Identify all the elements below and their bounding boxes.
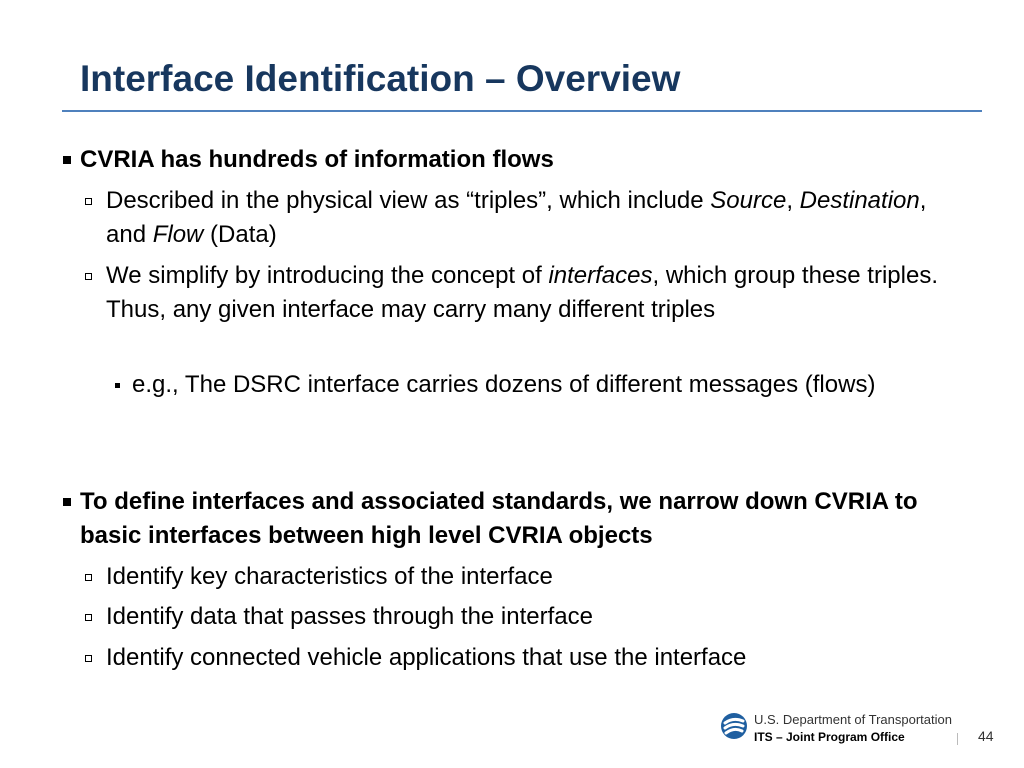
bullet-text: Identify connected vehicle applications that use the interface [106, 644, 747, 671]
bullet-item [106, 641, 951, 675]
bullet-item [106, 600, 951, 634]
bullet-item [106, 184, 951, 252]
footer-office: ITS – Joint Program Office [754, 730, 905, 744]
bullet-item [132, 368, 942, 402]
title-underline [62, 110, 982, 112]
bullet-item [80, 143, 960, 177]
slide-title: Interface Identification – Overview [80, 58, 681, 99]
dot-logo-icon [720, 712, 748, 740]
hollow-square-bullet-icon [85, 273, 92, 280]
footer-department: U.S. Department of Transportation [754, 712, 952, 727]
hollow-square-bullet-icon [85, 198, 92, 205]
bullet-text: Described in the physical view as “triples”, which include Source, Destination, and Flow (Data) [106, 187, 927, 248]
bullet-text: Identify data that passes through the interface [106, 603, 593, 630]
hollow-square-bullet-icon [85, 614, 92, 621]
bullet-text: CVRIA has hundreds of information flows [80, 146, 554, 173]
footer-divider [957, 733, 958, 745]
bullet-item [106, 259, 951, 327]
bullet-text: e.g., The DSRC interface carries dozens of different messages (flows) [132, 371, 876, 398]
small-square-bullet-icon [115, 383, 120, 388]
bullet-item [106, 560, 951, 594]
bullet-text: Identify key characteristics of the interface [106, 563, 553, 590]
square-bullet-icon [63, 156, 71, 164]
square-bullet-icon [63, 498, 71, 506]
page-number: 44 [978, 728, 994, 744]
hollow-square-bullet-icon [85, 655, 92, 662]
hollow-square-bullet-icon [85, 574, 92, 581]
bullet-text: We simplify by introducing the concept of interfaces, which group these triples. Thus, any given interface may carry many different triples [106, 262, 938, 323]
bullet-text: To define interfaces and associated standards, we narrow down CVRIA to basic interfaces between high level CVRIA objects [80, 488, 918, 549]
bullet-item [80, 485, 960, 553]
